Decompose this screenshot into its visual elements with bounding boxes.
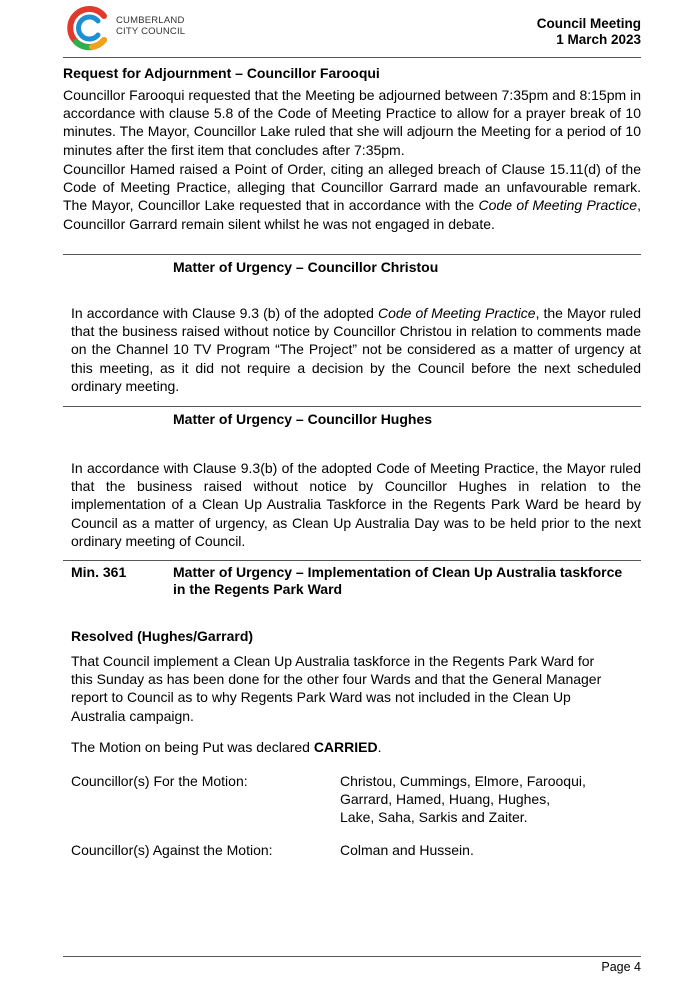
meeting-title: Council Meeting <box>536 16 641 31</box>
for-names-line: Garrard, Hamed, Huang, Hughes, <box>340 791 551 808</box>
section-rule <box>63 254 641 255</box>
adjournment-paragraph: Councillor Farooqui requested that the Meeting be adjourned between 7:35pm and 8:15pm in accordance with clause 5.8 of the Code of Meeting Practice to allow for a prayer break of 10 minutes. The Mayor, Councillor Lake ruled that she will adjourn the Meeting for a period of 10 minutes after the first item that concludes after 7:35pm. <box>63 87 641 158</box>
org-name <box>116 16 185 37</box>
for-motion-names <box>340 772 640 827</box>
resolved-heading: Resolved (Hughes/Garrard) <box>71 628 254 644</box>
meeting-date: 1 March 2023 <box>556 32 641 47</box>
page-number: Page 4 <box>601 960 641 974</box>
meeting-header <box>537 16 641 48</box>
resolution-line: Australia campaign. <box>71 707 194 724</box>
resolution-text <box>71 652 651 725</box>
against-motion-label: Councillor(s) Against the Motion: <box>71 842 273 858</box>
footer-rule <box>63 956 641 957</box>
section-rule <box>63 406 641 407</box>
motion-result-line: The Motion on being Put was declared CARRIED. <box>71 739 382 755</box>
for-names-line: Lake, Saha, Sarkis and Zaiter. <box>340 809 528 826</box>
cumberland-logo-icon <box>64 4 112 52</box>
org-name-line1: CUMBERLAND <box>116 15 185 26</box>
section-rule <box>63 560 641 561</box>
motion-result: CARRIED <box>313 739 378 755</box>
for-names-line: Christou, Cummings, Elmore, Farooqui, <box>340 773 586 789</box>
against-motion-names: Colman and Hussein. <box>340 842 474 858</box>
minute-number: Min. 361 <box>71 564 127 580</box>
header-rule <box>63 57 641 58</box>
for-motion-label: Councillor(s) For the Motion: <box>71 773 248 789</box>
urgency-christou-heading: Matter of Urgency – Councillor Christou <box>173 259 439 275</box>
resolution-line: That Council implement a Clean Up Australia taskforce in the Regents Park Ward for <box>71 653 595 669</box>
org-name-line2: CITY COUNCIL <box>116 25 186 37</box>
resolution-line: this Sunday as has been done for the other four Wards and that the General Manager <box>71 671 602 688</box>
resolution-line: report to Council as to why Regents Park Ward was not included in the Clean Up <box>71 689 571 706</box>
urgency-christou-paragraph: In accordance with Clause 9.3 (b) of the adopted Code of Meeting Practice, the Mayor ruled that the business raised without notice by Councillor Christou in relation to comments made on the Channel 10 TV Program “The Project” not be considered as a matter of urgency at this meeting, as it did not require a decision by the Council before the next scheduled ordinary meeting. <box>71 305 641 394</box>
urgency-hughes-paragraph: In accordance with Clause 9.3(b) of the adopted Code of Meeting Practice, the Mayor ruled that the business raised without notice by Councillor Hughes in relation to the implementation of a Clean Up Australia Taskforce in the Regents Park Ward be heard by Council as a matter of urgency, as Clean Up Australia Day was to be held prior to the next ordinary meeting of Council. <box>71 460 641 549</box>
minute-title-line2: in the Regents Park Ward <box>173 581 343 597</box>
point-of-order-paragraph: Councillor Hamed raised a Point of Order, citing an alleged breach of Clause 15.11(d) of the Code of Meeting Practice, alleging that Councillor Garrard made an unfavourable remark. The Mayor, Councillor Lake requested that in accordance with the Code of Meeting Practice, Councillor Garrard remain silent whilst he was not engaged in debate. <box>63 161 641 232</box>
minute-title-line1: Matter of Urgency – Implementation of Clean Up Australia taskforce <box>173 564 623 580</box>
urgency-hughes-heading: Matter of Urgency – Councillor Hughes <box>173 411 433 427</box>
adjournment-heading: Request for Adjournment – Councillor Farooqui <box>63 65 380 81</box>
